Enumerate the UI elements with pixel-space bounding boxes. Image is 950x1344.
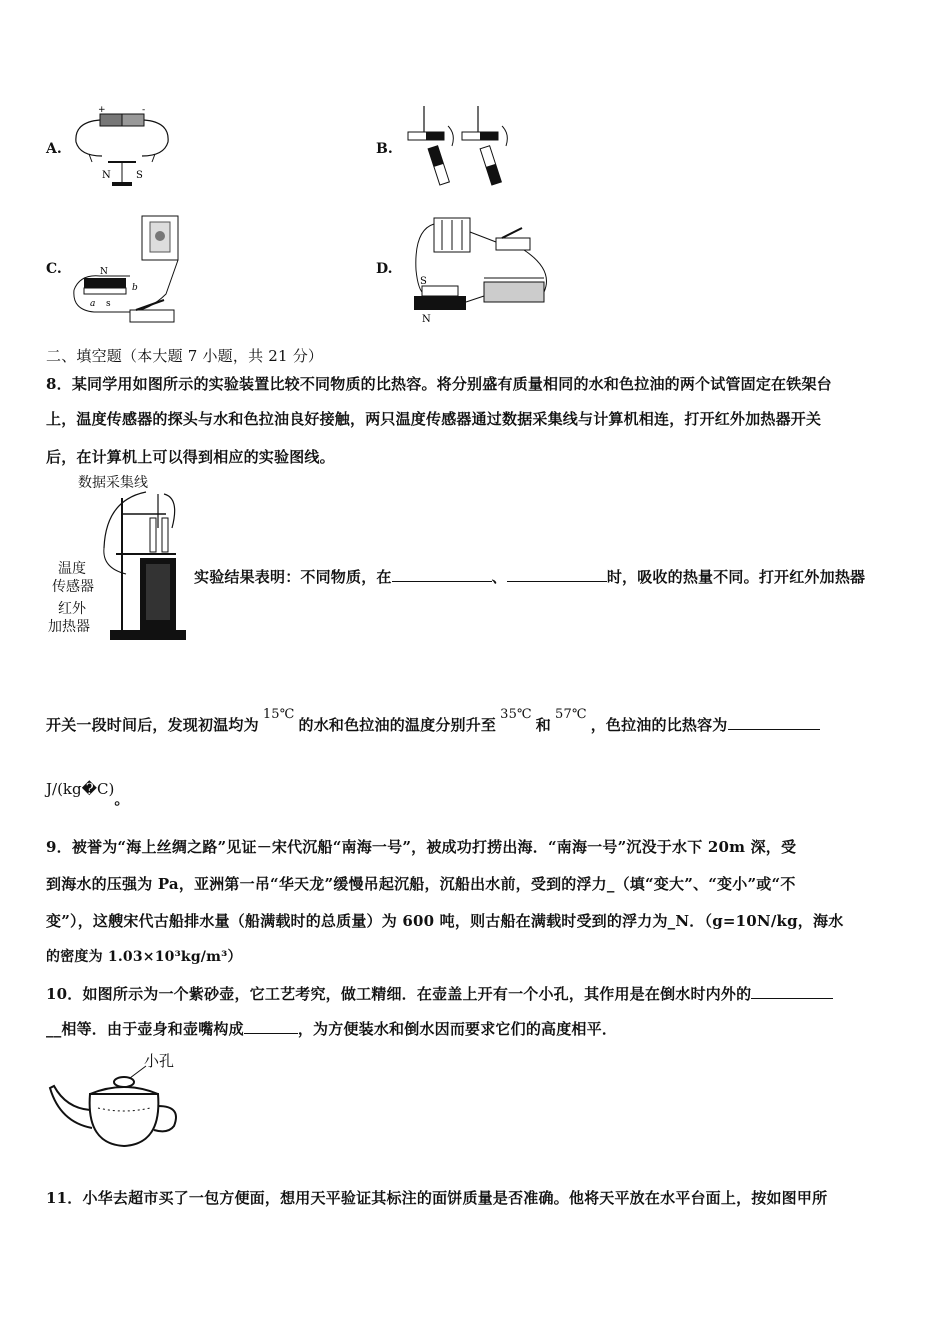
q8-figure-label-top: 数据采集线 <box>78 475 148 491</box>
option-a-pole-n: N <box>102 170 111 181</box>
q10-teapot-figure <box>46 1050 186 1150</box>
q8-temp-2: 35℃ <box>500 707 532 722</box>
option-c-label: C. <box>46 261 62 277</box>
q8-blank-1[interactable] <box>392 567 492 582</box>
q10-line-2-b: ，为方便装水和倒水因而要求它们的高度相平． <box>297 1020 618 1038</box>
option-b-label: B. <box>376 141 393 157</box>
q8-result-suffix: 时，吸收的热量不同。打开红外加热器 <box>606 568 866 586</box>
teapot-icon <box>46 1058 186 1150</box>
option-c-pole-n: N <box>100 267 108 277</box>
q8-temp-1: 15℃ <box>262 707 295 722</box>
q10-figure-label: 小孔 <box>144 1052 175 1070</box>
option-d-pole-n: N <box>422 314 431 325</box>
section-heading: 二、填空题（本大题 7 小题，共 21 分） <box>46 347 324 365</box>
q10-blank-1[interactable] <box>751 984 833 999</box>
q8-figure-label-sensor-1: 温度 <box>58 561 86 577</box>
option-d-diagram <box>404 210 554 326</box>
q9-line-4: 的密度为 1.03×10³kg/m³） <box>46 949 242 965</box>
q10-line-2 <box>46 1018 617 1039</box>
q10-line-2-a: __相等．由于壶身和壶嘴构成 <box>46 1020 244 1038</box>
q8-result-prefix: 实验结果表明：不同物质，在 <box>194 568 392 586</box>
q8-blank-2[interactable] <box>507 567 607 582</box>
option-a-pole-s: S <box>136 170 143 181</box>
q8-result-line <box>194 566 865 587</box>
option-a-diagram <box>72 104 172 192</box>
q8-apparatus <box>96 488 186 646</box>
option-d-label: D. <box>376 261 393 277</box>
option-b-diagram <box>404 104 524 186</box>
q9-line-2: 到海水的压强为 Pa，亚洲第一吊“华天龙”缓慢吊起沉船，沉船出水前，受到的浮力_（填“变大”、“变小”或“不 <box>46 875 796 893</box>
q8-unit: J/(kg�C) <box>46 780 115 798</box>
q8-blank-3[interactable] <box>728 715 820 730</box>
q8-line-5-a: 开关一段时间后，发现初温均为 <box>46 716 259 734</box>
q10-line-1 <box>46 983 833 1004</box>
q8-unit-line <box>46 778 130 808</box>
option-c-a: a <box>90 299 96 309</box>
q9-line-3: 变”），这艘宋代古船排水量（船满载时的总质量）为 600 吨，则古船在满载时受到的浮力为_N．（g=10N/kg，海水 <box>46 912 844 930</box>
option-a-label: A. <box>46 141 62 157</box>
option-c-diagram <box>70 214 190 326</box>
option-c-s: s <box>106 299 111 309</box>
q8-line-2: 上，温度传感器的探头与水和色拉油良好接触，两只温度传感器通过数据采集线与计算机相连，打开红外加热器开关 <box>46 410 822 428</box>
option-d-pole-s: S <box>420 276 427 287</box>
q8-figure <box>46 470 186 646</box>
q8-line-5-d: ，色拉油的比热容为 <box>590 716 728 734</box>
q8-figure-label-heater-2: 加热器 <box>48 619 90 635</box>
q8-result-sep: 、 <box>491 568 507 586</box>
q8-line-1: 8．某同学用如图所示的实验装置比较不同物质的比热容。将分别盛有质量相同的水和色拉油的两个试管固定在铁架台 <box>46 375 832 393</box>
q8-temp-3: 57℃ <box>555 707 587 722</box>
q8-unit-end: 。 <box>114 790 130 808</box>
option-a-minus: - <box>142 105 146 115</box>
q8-line-5-c: 和 <box>535 716 551 734</box>
q8-figure-label-sensor-2: 传感器 <box>52 579 94 595</box>
q8-figure-label-heater-1: 红外 <box>58 601 86 617</box>
q9-line-1: 9．被誉为“海上丝绸之路”见证－宋代沉船“南海一号”，被成功打捞出海．“南海一号”沉没于水下 20m 深，受 <box>46 838 797 856</box>
q8-line-5-b: 的水和色拉油的温度分别升至 <box>298 716 497 734</box>
q8-line-5 <box>46 707 820 735</box>
q11-line-1: 11．小华去超市买了一包方便面，想用天平验证其标注的面饼质量是否准确。他将天平放在水平台面上，按如图甲所 <box>46 1189 828 1207</box>
q10-line-1-text: 10．如图所示为一个紫砂壶，它工艺考究，做工精细．在壶盖上开有一个小孔，其作用是在倒水时内外的 <box>46 985 752 1003</box>
option-a-plus: + <box>98 105 106 115</box>
option-c-b: b <box>132 283 138 293</box>
q8-line-3: 后，在计算机上可以得到相应的实验图线。 <box>46 448 335 466</box>
q10-blank-2[interactable] <box>244 1019 298 1034</box>
